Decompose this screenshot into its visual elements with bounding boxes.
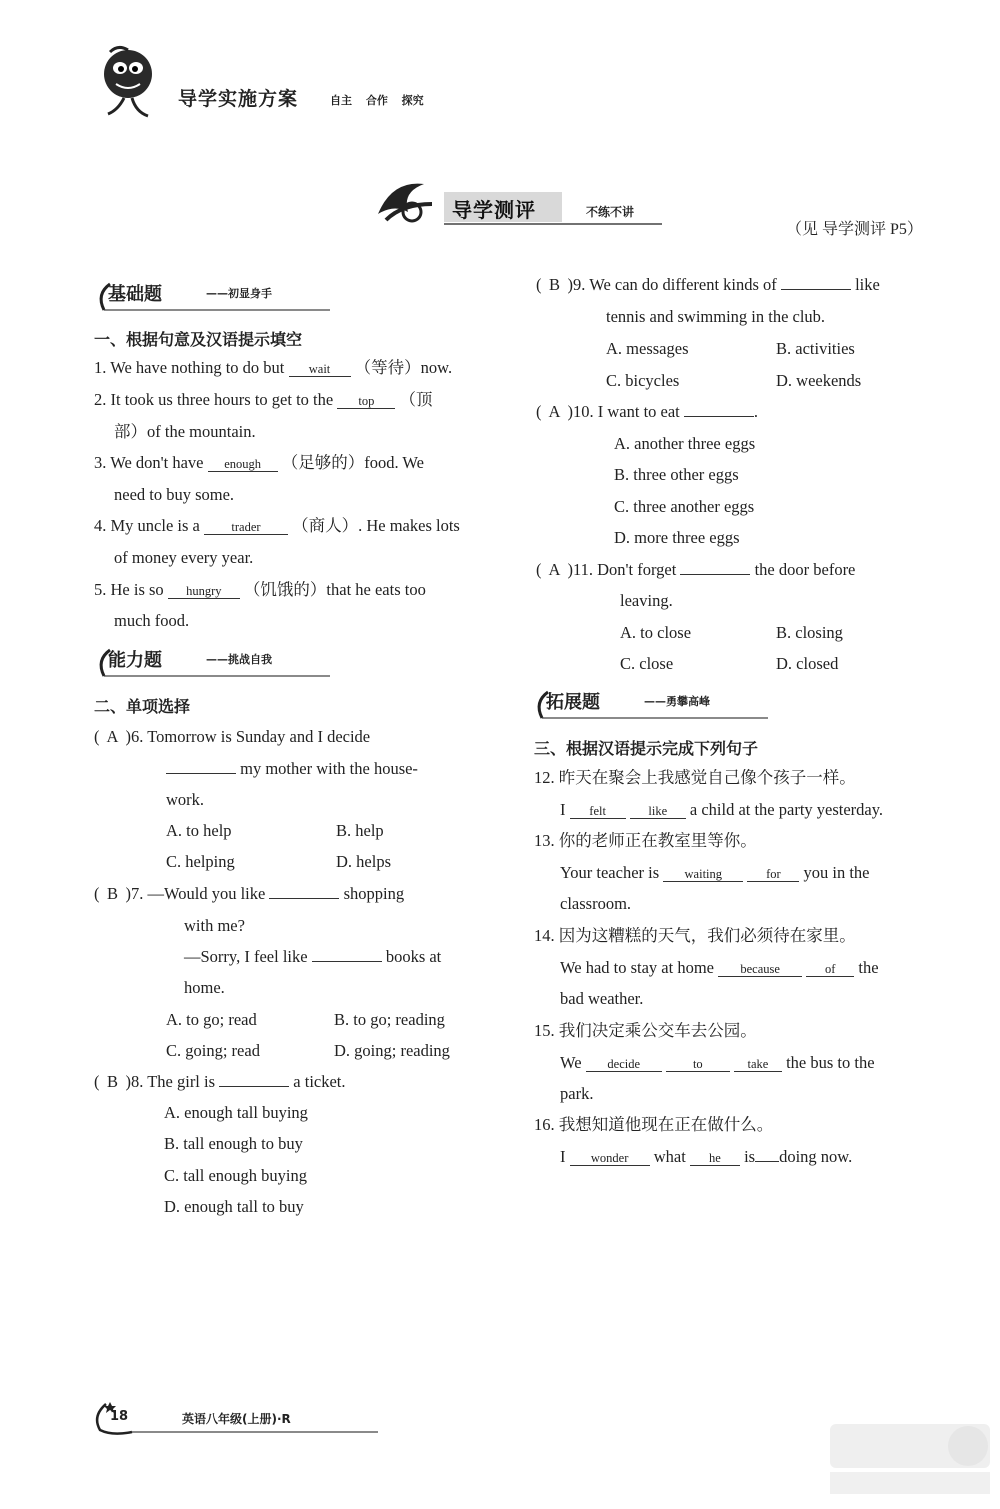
translate-question-14-cont: bad weather. <box>560 989 644 1008</box>
question-text: 8. The girl is <box>131 1072 216 1091</box>
question-text: （足够的）food. We <box>281 453 425 472</box>
question-text: 7. —Would you like <box>131 884 266 903</box>
choice-question-7-line4: home. <box>184 978 225 997</box>
question-text: —Sorry, I feel like <box>184 947 308 966</box>
fill-question-4 <box>94 516 460 536</box>
question-blank <box>269 898 339 899</box>
question-text: 11. Don't forget <box>573 560 677 579</box>
section-basic-name: 基础题 <box>108 284 162 305</box>
answer-blank: hungry <box>168 584 240 599</box>
part-two-title: 二、单项选择 <box>94 697 191 716</box>
option-d: D. closed <box>776 654 839 673</box>
page-number: 18 <box>110 1409 129 1424</box>
question-blank <box>755 1161 779 1162</box>
option-c: C. tall enough buying <box>164 1166 307 1185</box>
choice-question-6: ( A )6. Tomorrow is Sunday and I decide <box>94 727 371 746</box>
translate-question-15-cont: park. <box>560 1084 594 1103</box>
question-blank <box>680 574 750 575</box>
translate-question-13 <box>560 863 870 883</box>
question-text: the door before <box>754 560 856 579</box>
answer-blank: wonder <box>570 1151 650 1166</box>
question-text: We had to stay at home <box>560 958 715 977</box>
section-ability-name: 能力题 <box>108 650 162 671</box>
question-text: （饥饿的）that he eats too <box>243 580 426 599</box>
question-text: books at <box>385 947 442 966</box>
option-b: B. three other eggs <box>614 465 739 484</box>
option-d: D. more three eggs <box>614 528 740 547</box>
question-text: 4. My uncle is a <box>94 516 200 535</box>
choice-question-9: ( B )9. We can do different kinds of like <box>536 275 880 294</box>
question-text: a child at the party yesterday. <box>689 800 884 819</box>
question-text: like <box>855 275 880 294</box>
answer-blank: decide <box>586 1057 662 1072</box>
section-extend-name: 拓展题 <box>546 692 600 713</box>
translate-question-16-cn: 16. 我想知道他现在正在做什么。 <box>534 1115 774 1134</box>
question-blank <box>781 289 851 290</box>
footer-book-title: 英语八年级(上册)·R <box>182 1412 291 1426</box>
option-d: D. going; reading <box>334 1041 450 1060</box>
header-title: 导学实施方案 <box>178 88 299 110</box>
section-basic-motto: ——初显身手 <box>206 287 272 300</box>
answer-blank: like <box>630 804 686 819</box>
section-basic-header <box>94 280 334 314</box>
answer-blank: trader <box>204 520 288 535</box>
question-text: is <box>744 1147 756 1166</box>
question-blank <box>219 1086 289 1087</box>
answer-blank: waiting <box>663 867 743 882</box>
question-text: 10. I want to eat <box>573 402 680 421</box>
translate-question-15-cn: 15. 我们决定乘公交车去公园。 <box>534 1021 757 1040</box>
option-a: A. another three eggs <box>614 434 756 453</box>
option-c: C. close <box>620 654 674 673</box>
question-text: my mother with the house- <box>240 759 418 778</box>
option-b: B. to go; reading <box>334 1010 445 1029</box>
translate-question-16 <box>560 1147 852 1167</box>
question-text: I <box>560 800 566 819</box>
question-text: （商人）. He makes lots <box>292 516 460 535</box>
question-text: . <box>753 402 759 421</box>
question-blank <box>166 773 236 774</box>
part-one-title: 一、根据句意及汉语提示填空 <box>94 330 303 349</box>
header-subtitle: 自主 合作 探究 <box>330 94 424 107</box>
question-text: the <box>858 958 879 977</box>
question-text: （等待）now. <box>354 358 453 377</box>
translate-question-14 <box>560 958 879 978</box>
fill-question-2 <box>94 390 432 410</box>
banner-title: 导学测评 <box>452 198 536 222</box>
answer-blank: of <box>806 962 854 977</box>
answer-blank: he <box>690 1151 740 1166</box>
choice-answer: B <box>106 1072 118 1091</box>
choice-question-11: ( A )11. Don't forget the door before <box>536 560 856 579</box>
section-extend-header <box>532 688 772 722</box>
option-a: A. enough tall buying <box>164 1103 308 1122</box>
answer-blank: for <box>747 867 799 882</box>
question-text: 9. We can do different kinds of <box>573 275 777 294</box>
fill-question-3-cont: need to buy some. <box>114 485 235 504</box>
question-text: 6. Tomorrow is Sunday and I decide <box>131 727 371 746</box>
question-blank <box>684 416 754 417</box>
question-text: you in the <box>803 863 870 882</box>
option-c: C. going; read <box>166 1041 260 1060</box>
question-text: shopping <box>343 884 405 903</box>
fill-question-3 <box>94 453 424 473</box>
choice-question-7-line2: with me? <box>184 916 245 935</box>
option-a: A. to go; read <box>166 1010 257 1029</box>
answer-blank: enough <box>208 457 278 472</box>
option-b: B. help <box>336 821 384 840</box>
option-c: C. helping <box>166 852 235 871</box>
fill-question-2-cont: 部）of the mountain. <box>114 422 256 441</box>
question-text: doing now. <box>779 1147 853 1166</box>
choice-question-11-line2: leaving. <box>620 591 673 610</box>
translate-question-15 <box>560 1053 875 1073</box>
option-b: B. activities <box>776 339 855 358</box>
choice-question-7: ( B )7. —Would you like shopping <box>94 884 405 903</box>
translate-question-13-cn: 13. 你的老师正在教室里等你。 <box>534 831 757 850</box>
fill-question-1 <box>94 358 452 378</box>
answer-blank: because <box>718 962 802 977</box>
option-d: D. enough tall to buy <box>164 1197 304 1216</box>
choice-answer: A <box>548 560 561 579</box>
answer-blank: to <box>666 1057 730 1072</box>
choice-question-8: ( B )8. The girl is a ticket. <box>94 1072 346 1091</box>
reference-note: （见 导学测评 P5） <box>786 221 923 238</box>
watermark-logo <box>828 1420 998 1505</box>
question-text: Your teacher is <box>560 863 660 882</box>
option-b: B. tall enough to buy <box>164 1134 303 1153</box>
question-text: I <box>560 1147 566 1166</box>
answer-blank: take <box>734 1057 782 1072</box>
option-c: C. bicycles <box>606 371 680 390</box>
section-extend-motto: ——勇攀高峰 <box>644 695 710 708</box>
option-a: A. to close <box>620 623 692 642</box>
question-text: the bus to the <box>786 1053 875 1072</box>
section-ability-header <box>94 646 334 680</box>
question-blank <box>312 961 382 962</box>
answer-blank: felt <box>570 804 626 819</box>
section-ability-motto: ——挑战自我 <box>206 653 272 666</box>
choice-answer: A <box>106 727 119 746</box>
fill-question-5-cont: much food. <box>114 611 190 630</box>
question-text: 3. We don't have <box>94 453 204 472</box>
translate-question-14-cn: 14. 因为这糟糕的天气，我们必须待在家里。 <box>534 926 856 945</box>
choice-question-7-line3 <box>184 947 441 967</box>
question-text: We <box>560 1053 582 1072</box>
answer-blank: wait <box>289 362 351 377</box>
translate-question-12-cn: 12. 昨天在聚会上我感觉自己像个孩子一样。 <box>534 768 856 787</box>
choice-answer: A <box>548 402 561 421</box>
part-three-title: 三、根据汉语提示完成下列句子 <box>534 739 759 758</box>
question-text: what <box>653 1147 686 1166</box>
translate-question-12 <box>560 800 883 820</box>
banner-subtitle: 不练不讲 <box>586 205 635 219</box>
option-c: C. three another eggs <box>614 497 755 516</box>
question-text: 1. We have nothing to do but <box>94 358 285 377</box>
option-d: D. helps <box>336 852 391 871</box>
option-a: A. messages <box>606 339 689 358</box>
mascot-logo <box>98 42 160 127</box>
choice-question-9-line2: tennis and swimming in the club. <box>606 307 826 326</box>
fill-question-4-cont: of money every year. <box>114 548 254 567</box>
fill-question-5 <box>94 580 426 600</box>
choice-question-6-line2 <box>166 759 418 779</box>
question-text: a ticket. <box>293 1072 346 1091</box>
question-text: 2. It took us three hours to get to the <box>94 390 334 409</box>
question-text: （顶 <box>399 390 433 409</box>
option-d: D. weekends <box>776 371 862 390</box>
choice-answer: B <box>548 275 560 294</box>
translate-question-13-cont: classroom. <box>560 894 632 913</box>
choice-answer: B <box>106 884 118 903</box>
option-a: A. to help <box>166 821 232 840</box>
option-b: B. closing <box>776 623 843 642</box>
choice-question-10: ( A )10. I want to eat . <box>536 402 759 421</box>
choice-question-6-line3: work. <box>166 790 205 809</box>
answer-blank: top <box>337 394 395 409</box>
question-text: 5. He is so <box>94 580 164 599</box>
